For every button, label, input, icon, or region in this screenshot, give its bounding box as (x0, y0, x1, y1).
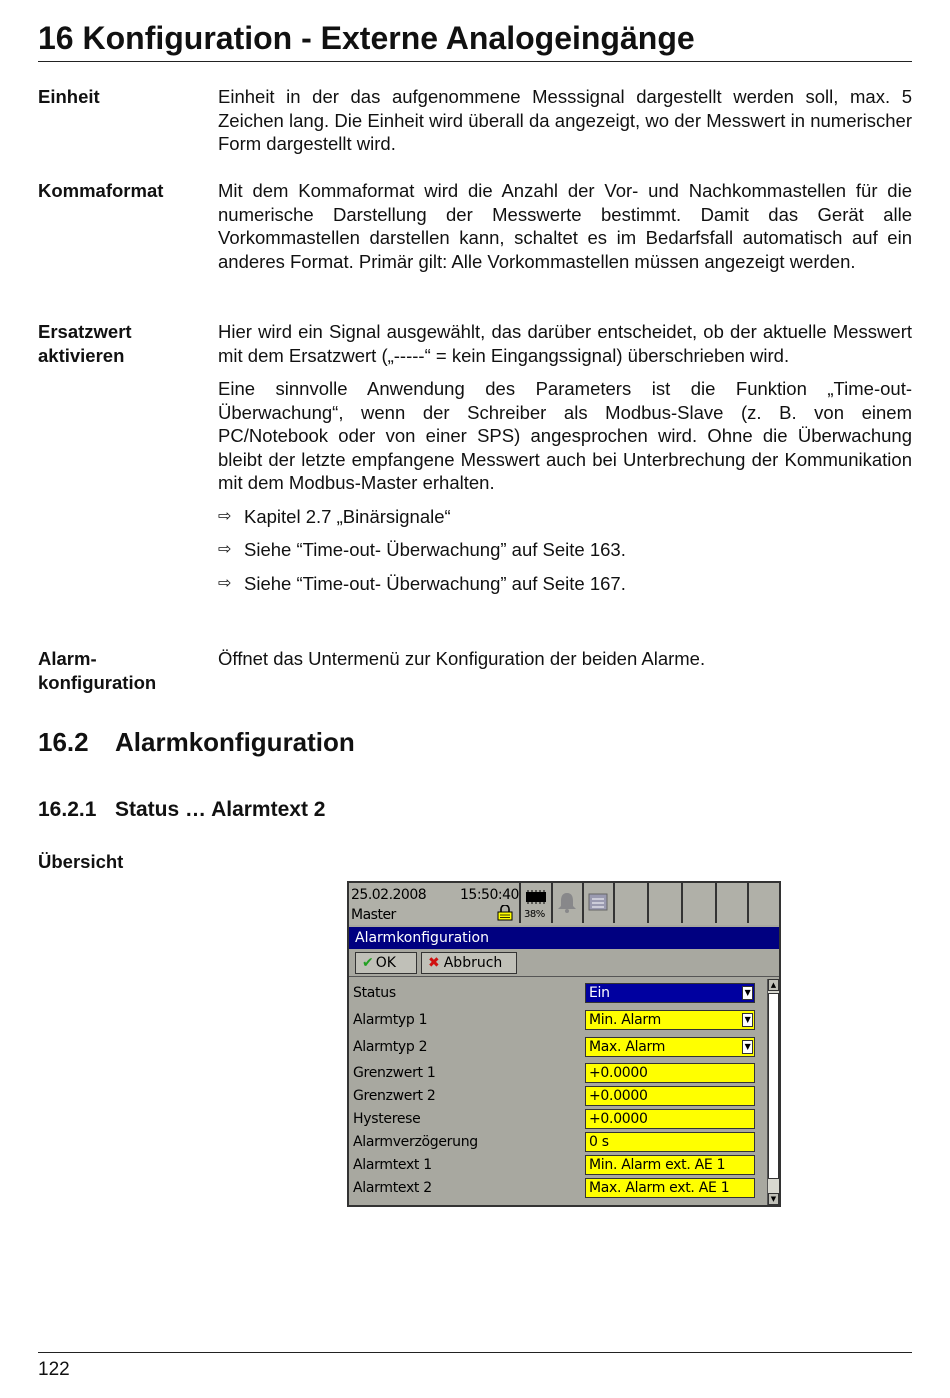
row-label: Grenzwert 2 (353, 1088, 436, 1104)
alarm-type-2-select[interactable] (585, 1037, 755, 1057)
memory-percent: 38% (524, 909, 545, 920)
description-paragraph: Mit dem Kommaformat wird die Anzahl der Vor- und Nachkommastellen für die numerische Darstellung der Messwerte bestimmt. Damit das Gerät alle Vorkommastellen darstellen kann, schaltet es im Bedarfsfall automatisch auf ein anderes Format. Primär gilt: Alle Vorkommastellen müssen angezeigt werden. (218, 180, 912, 272)
row-label: Alarmtyp 2 (353, 1039, 428, 1055)
scroll-down-icon[interactable]: ▼ (768, 1193, 779, 1205)
cross-reference[interactable] (218, 538, 912, 562)
term-label: Einheit (38, 86, 100, 107)
cross-reference[interactable] (218, 572, 912, 596)
scrollbar-thumb[interactable] (768, 993, 779, 1179)
divider (349, 976, 779, 977)
alarm-type-1-select[interactable] (585, 1010, 755, 1030)
section-title: Alarmkonfiguration (115, 727, 355, 757)
alarm-text-2-input[interactable]: Max. Alarm ext. AE 1 (585, 1178, 755, 1198)
term-label (38, 320, 213, 367)
ok-button-label: OK (375, 955, 396, 971)
term-line: konfiguration (38, 671, 157, 693)
status-cell (647, 883, 678, 923)
limit-2-input[interactable]: +0.0000 (585, 1086, 755, 1106)
status-select[interactable] (585, 983, 755, 1003)
page-number: 122 (38, 1359, 70, 1380)
scroll-up-icon[interactable]: ▲ (768, 979, 779, 991)
memory-indicator (519, 883, 551, 923)
subsection-heading (38, 796, 325, 824)
term-description (218, 85, 912, 156)
event-indicator[interactable] (582, 883, 613, 923)
cross-reference-text: Siehe “Time-out- Überwachung” auf Seite 163. (244, 539, 626, 560)
row-label: Grenzwert 1 (353, 1065, 436, 1081)
device-date: 25.02.2008 (351, 887, 427, 903)
scrollbar[interactable] (767, 979, 779, 1205)
field-value: Ein (589, 985, 610, 1001)
bell-icon (553, 883, 581, 921)
device-time: 15:50:40 (460, 887, 519, 903)
checkmark-icon: ✔ (362, 955, 374, 971)
term-line: Alarm- (38, 648, 97, 669)
term-description (218, 320, 912, 605)
cross-reference[interactable] (218, 505, 912, 529)
section-heading (38, 725, 355, 759)
status-cell (715, 883, 746, 923)
close-icon: ✖ (428, 955, 440, 971)
lock-icon (495, 905, 515, 921)
description-paragraph: Öffnet das Untermenü zur Konfiguration der beiden Alarme. (218, 648, 706, 669)
page-title: 16 Konfiguration - Externe Analogeingänge (38, 18, 912, 62)
cross-reference-text: Siehe “Time-out- Überwachung” auf Seite 167. (244, 572, 626, 594)
term-description (218, 179, 912, 273)
cancel-button[interactable] (421, 952, 517, 974)
status-cell (681, 883, 712, 923)
alarm-indicator[interactable] (551, 883, 582, 923)
arrow-right-icon: ⇨ (218, 574, 232, 592)
field-value: Max. Alarm (589, 1039, 666, 1055)
row-label: Hysterese (353, 1111, 421, 1127)
alarm-delay-input[interactable]: 0 s (585, 1132, 755, 1152)
event-list-icon (584, 883, 612, 921)
row-label: Alarmtyp 1 (353, 1012, 428, 1028)
term-description (218, 647, 912, 671)
chevron-down-icon[interactable]: ▼ (742, 986, 753, 1000)
cancel-button-label: Abbruch (443, 955, 503, 971)
device-screen (347, 881, 781, 1207)
arrow-right-icon: ⇨ (218, 541, 232, 558)
limit-1-input[interactable]: +0.0000 (585, 1063, 755, 1083)
term-line: aktivieren (38, 344, 125, 366)
device-status-bar (349, 883, 779, 925)
term-line: Ersatzwert (38, 321, 132, 342)
description-paragraph: Hier wird ein Signal ausgewählt, das darüber entscheidet, ob der aktuelle Messwert mit dem Ersatzwert („-----“ = kein Eingangssignal) überschrieben wird. (218, 321, 912, 366)
chevron-down-icon[interactable]: ▼ (742, 1040, 753, 1054)
footer-rule (38, 1352, 912, 1353)
row-label: Alarmverzögerung (353, 1134, 478, 1150)
ok-button[interactable] (355, 952, 417, 974)
subsection-number: 16.2.1 (38, 798, 97, 821)
window-title: Alarmkonfiguration (349, 927, 779, 949)
row-label: Alarmtext 1 (353, 1157, 432, 1173)
section-number: 16.2 (38, 727, 89, 757)
alarm-text-1-input[interactable]: Min. Alarm ext. AE 1 (585, 1155, 755, 1175)
status-cell (747, 883, 779, 923)
description-paragraph: Eine sinnvolle Anwendung des Parameters ist die Funktion „Time-out-Überwachung“, wenn der Schreiber als Modbus-Slave (z. B. von einem PC/Notebook oder von einer SPS) angesprochen wird. Ohne die Überwachung bleibt der letzte empfangene Messwert auch bei Unterbrechung der Kommunikation mit dem Modbus-Master erhalten. (218, 378, 912, 493)
cross-reference-text: Kapitel 2.7 „Binärsignale“ (244, 505, 451, 527)
hysteresis-input[interactable]: +0.0000 (585, 1109, 755, 1129)
overview-label: Übersicht (38, 851, 124, 872)
device-user: Master (351, 907, 396, 923)
arrow-right-icon: ⇨ (218, 507, 232, 525)
subsection-title: Status … Alarmtext 2 (115, 798, 326, 821)
term-label (38, 647, 213, 694)
field-value: Min. Alarm (589, 1012, 661, 1028)
description-paragraph: Einheit in der das aufgenommene Messsignal dargestellt werden soll, max. 5 Zeichen lang. Die Einheit wird überall da angezeigt, wo der Messwert in numerischer Form dargestellt wird. (218, 86, 912, 154)
term-label: Kommaformat (38, 180, 164, 201)
memory-chip-icon (524, 889, 548, 905)
row-label: Status (353, 985, 396, 1001)
status-cell (613, 883, 644, 923)
chevron-down-icon[interactable]: ▼ (742, 1013, 753, 1027)
row-label: Alarmtext 2 (353, 1180, 432, 1196)
